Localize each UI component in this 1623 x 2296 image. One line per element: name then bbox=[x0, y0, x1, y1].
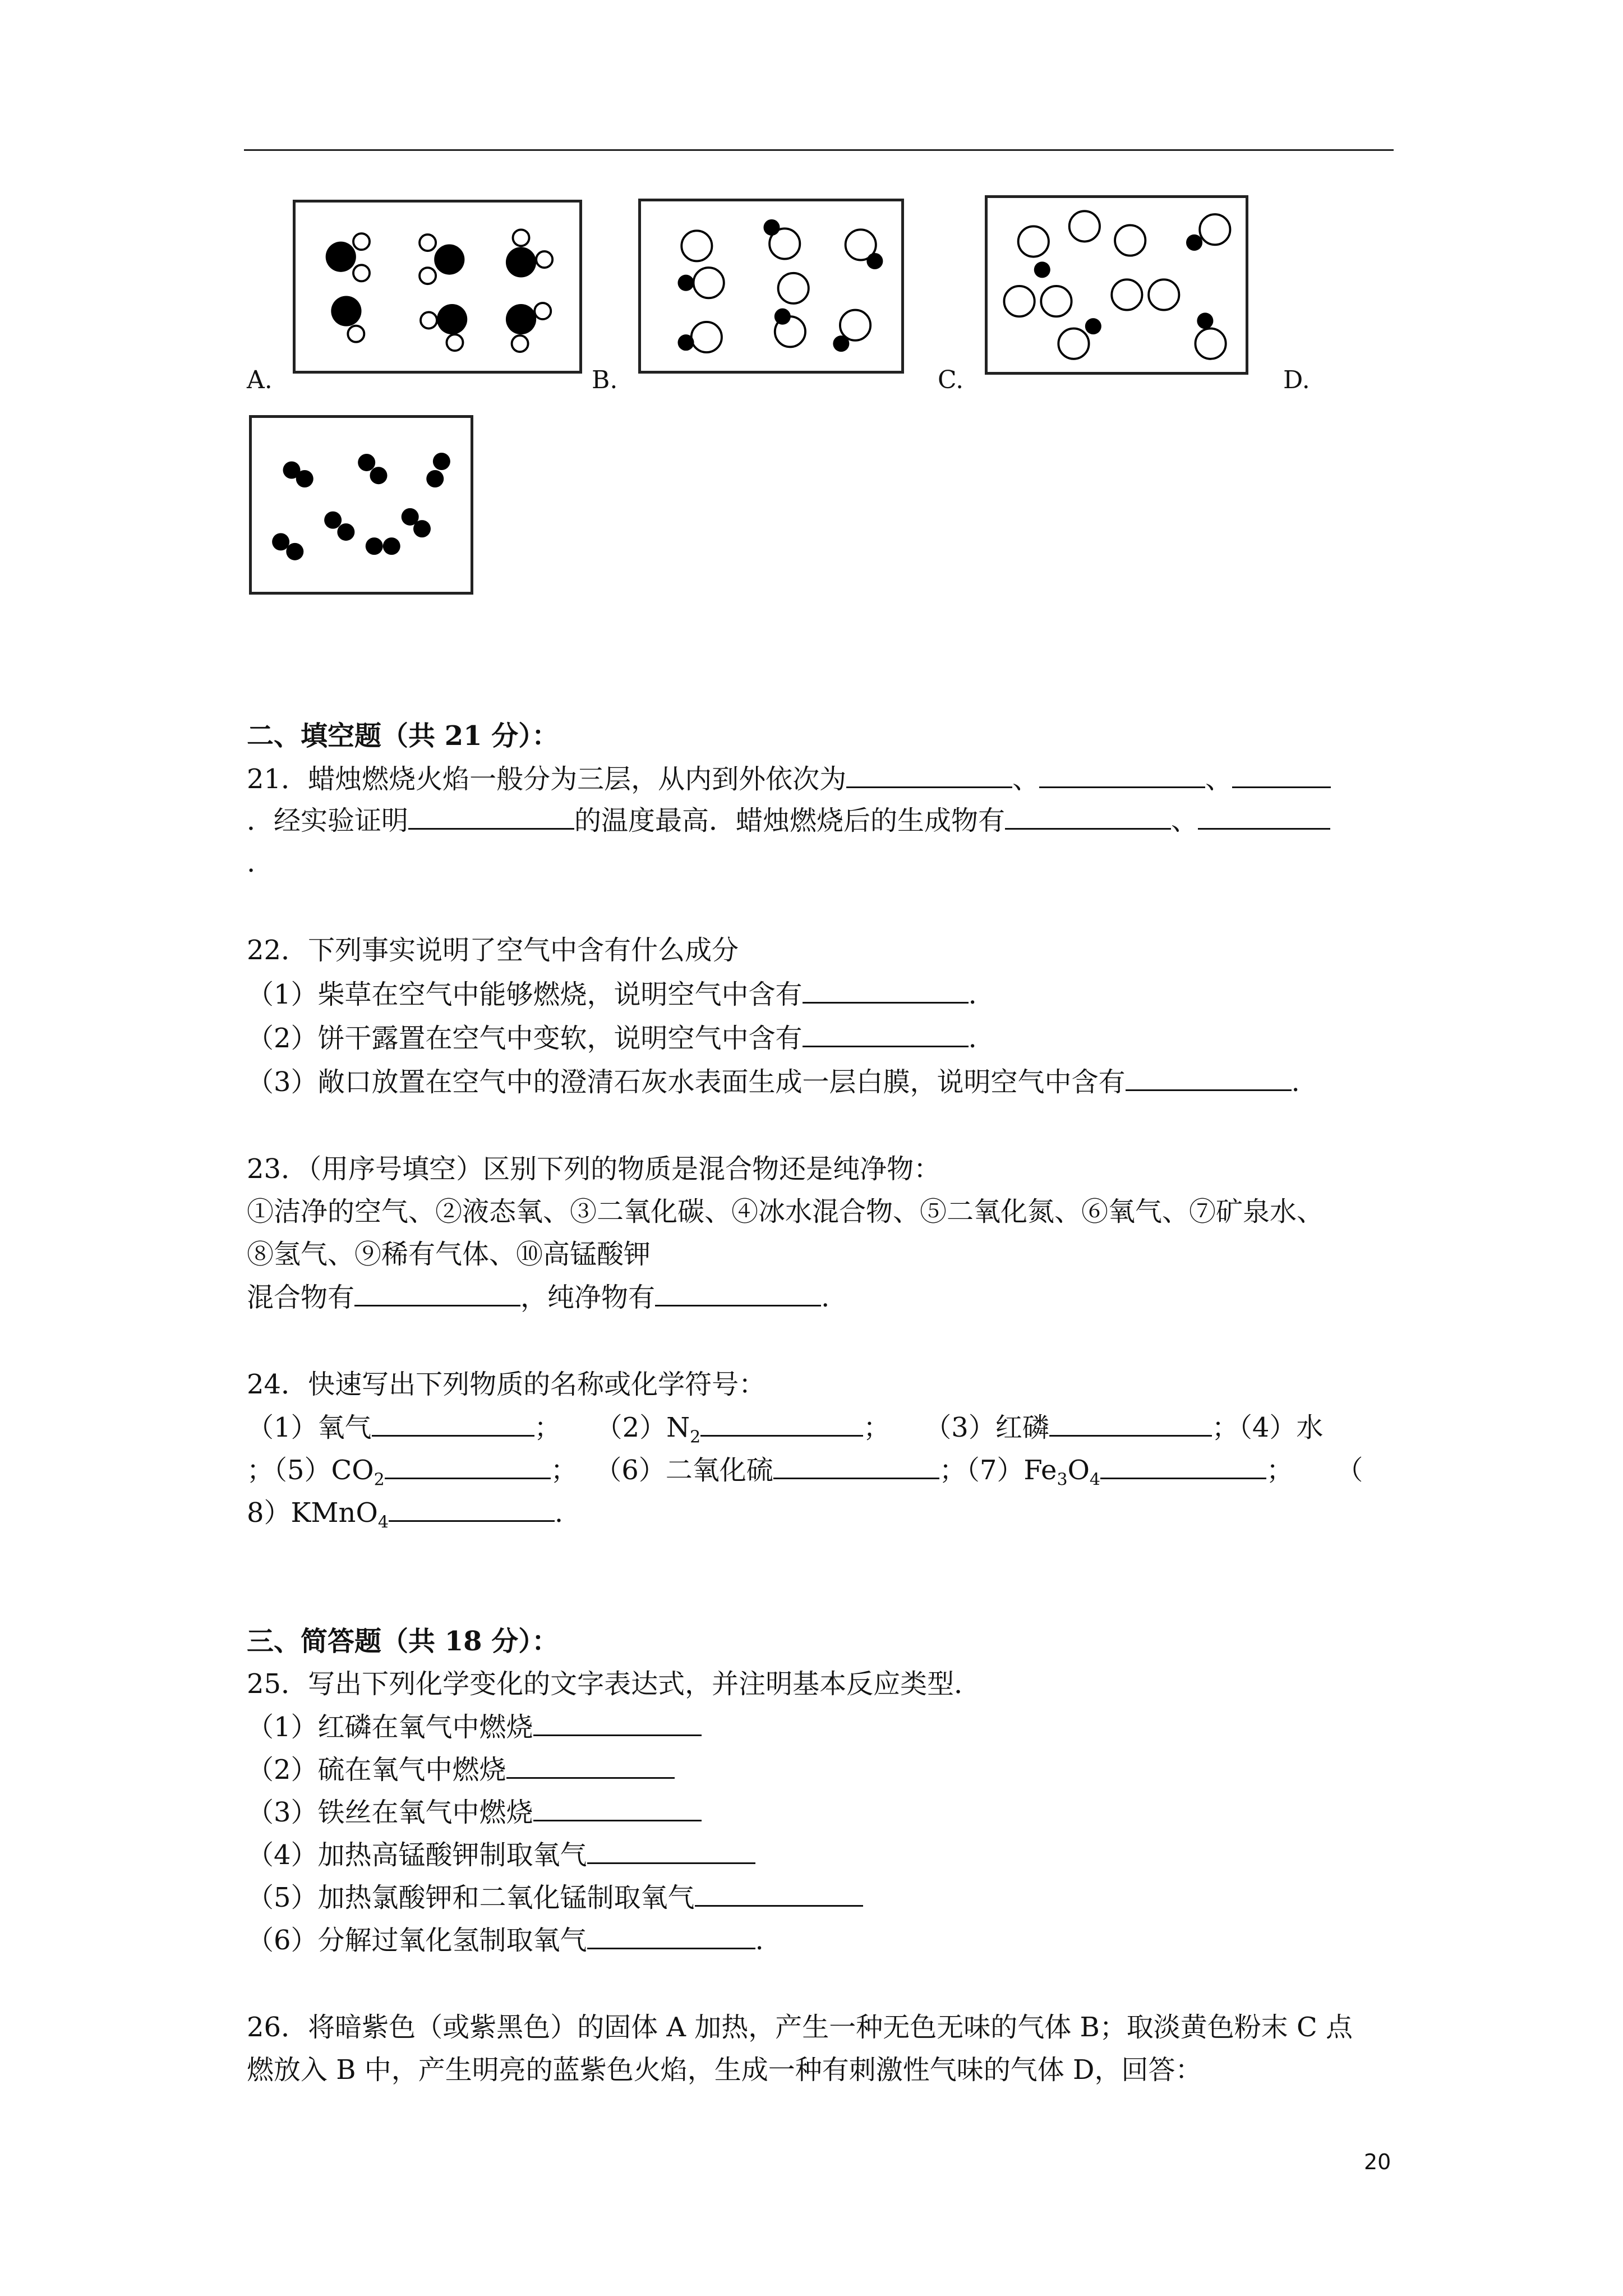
molecule-diagram-b bbox=[638, 199, 904, 374]
q23-line-1: 23．（用序号填空）区别下列的物质是混合物还是纯净物： bbox=[247, 1153, 941, 1185]
answer-blank[interactable] bbox=[1232, 762, 1331, 788]
molecule-diagram-a bbox=[293, 200, 582, 374]
answer-blank[interactable] bbox=[1126, 1065, 1292, 1091]
answer-blank[interactable] bbox=[846, 762, 1012, 788]
page-number: 20 bbox=[1364, 2150, 1391, 2174]
answer-blank[interactable] bbox=[773, 1453, 939, 1479]
header-rule bbox=[244, 149, 1394, 151]
q22-item-3: （3）敞口放置在空气中的澄清石灰水表面生成一层白膜，说明空气中含有 . bbox=[247, 1065, 1300, 1099]
q22-item-2: （2）饼干露置在空气中变软，说明空气中含有 . bbox=[247, 1021, 977, 1055]
q21-line-3: . bbox=[247, 847, 256, 878]
q26-line-2: 燃放入 B 中，产生明亮的蓝紫色火焰，生成一种有刺激性气味的气体 D，回答： bbox=[247, 2054, 1202, 2086]
q21-line-2: ．经实验证明 的温度最高．蜡烛燃烧后的生成物有 、 bbox=[247, 803, 1330, 838]
answer-blank[interactable] bbox=[1039, 762, 1205, 788]
q25-item-6: （6）分解过氧化氢制取氧气 . bbox=[247, 1923, 764, 1957]
q25-item-5: （5）加热氯酸钾和二氧化锰制取氧气 bbox=[247, 1880, 863, 1915]
answer-blank[interactable] bbox=[1198, 803, 1330, 830]
q23-line-4: 混合物有 ，纯净物有 . bbox=[247, 1280, 829, 1314]
q24-line-3: 8）KMnO$_4$ . bbox=[247, 1496, 563, 1540]
answer-blank[interactable] bbox=[408, 803, 574, 830]
q21-line-1: 21．蜡烛燃烧火焰一般分为三层，从内到外依次为 、 、 bbox=[247, 762, 1331, 796]
answer-blank[interactable] bbox=[533, 1710, 702, 1736]
answer-blank[interactable] bbox=[700, 1410, 863, 1437]
q25-item-3: （3）铁丝在氧气中燃烧 bbox=[247, 1795, 702, 1829]
answer-blank[interactable] bbox=[1049, 1410, 1212, 1437]
q26-line-1: 26．将暗紫色（或紫黑色）的固体 A 加热，产生一种无色无味的气体 B；取淡黄色粉末 C 点 bbox=[247, 2012, 1353, 2043]
answer-blank[interactable] bbox=[385, 1453, 551, 1479]
answer-blank[interactable] bbox=[587, 1923, 755, 1949]
answer-blank[interactable] bbox=[587, 1838, 755, 1864]
answer-blank[interactable] bbox=[695, 1880, 863, 1907]
q25-text: 25．写出下列化学变化的文字表达式，并注明基本反应类型． bbox=[247, 1668, 981, 1700]
q22-text: 22．下列事实说明了空气中含有什么成分 bbox=[247, 935, 739, 966]
option-b-label: B. bbox=[592, 366, 618, 394]
answer-blank[interactable] bbox=[655, 1280, 821, 1306]
answer-blank[interactable] bbox=[1100, 1453, 1266, 1479]
molecule-diagram-d bbox=[249, 415, 473, 595]
answer-blank[interactable] bbox=[803, 977, 969, 1004]
q23-line-3: ⑧氢气、⑨稀有气体、⑩高锰酸钾 bbox=[247, 1239, 651, 1270]
answer-blank[interactable] bbox=[354, 1280, 520, 1306]
answer-blank[interactable] bbox=[389, 1496, 555, 1522]
q25-item-1: （1）红磷在氧气中燃烧 bbox=[247, 1710, 702, 1744]
q23-line-2: ①洁净的空气、②液态氧、③二氧化碳、④冰水混合物、⑤二氧化氮、⑥氧气、⑦矿泉水、 bbox=[247, 1196, 1324, 1227]
answer-blank[interactable] bbox=[372, 1410, 534, 1437]
answer-blank[interactable] bbox=[1005, 803, 1171, 830]
section-2-title: 二、填空题（共 21 分）： bbox=[247, 720, 559, 752]
q25-item-4: （4）加热高锰酸钾制取氧气 bbox=[247, 1838, 755, 1872]
q22-item-1: （1）柴草在空气中能够燃烧，说明空气中含有 . bbox=[247, 977, 977, 1011]
answer-blank[interactable] bbox=[506, 1752, 675, 1779]
molecule-diagram-c bbox=[985, 195, 1248, 375]
option-a-label: A. bbox=[247, 366, 273, 394]
q24-line-1: （1）氧气 ； $(2)N_2$ ； （3）红磷 ；（4）水 bbox=[247, 1410, 1323, 1455]
q25-item-2: （2）硫在氧气中燃烧 bbox=[247, 1752, 675, 1787]
option-c-label: C. bbox=[938, 366, 964, 394]
q24-line-2: ；$(5)CO_2$ ； （6）二氧化硫 ；$(7)Fe_3O_4$ ； （ bbox=[247, 1453, 1363, 1497]
answer-blank[interactable] bbox=[803, 1021, 969, 1047]
section-3-title: 三、简答题（共 18 分）： bbox=[247, 1626, 559, 1657]
answer-blank[interactable] bbox=[533, 1795, 702, 1821]
q24-text: 24．快速写出下列物质的名称或化学符号： bbox=[247, 1369, 766, 1400]
option-d-label: D. bbox=[1283, 366, 1310, 394]
